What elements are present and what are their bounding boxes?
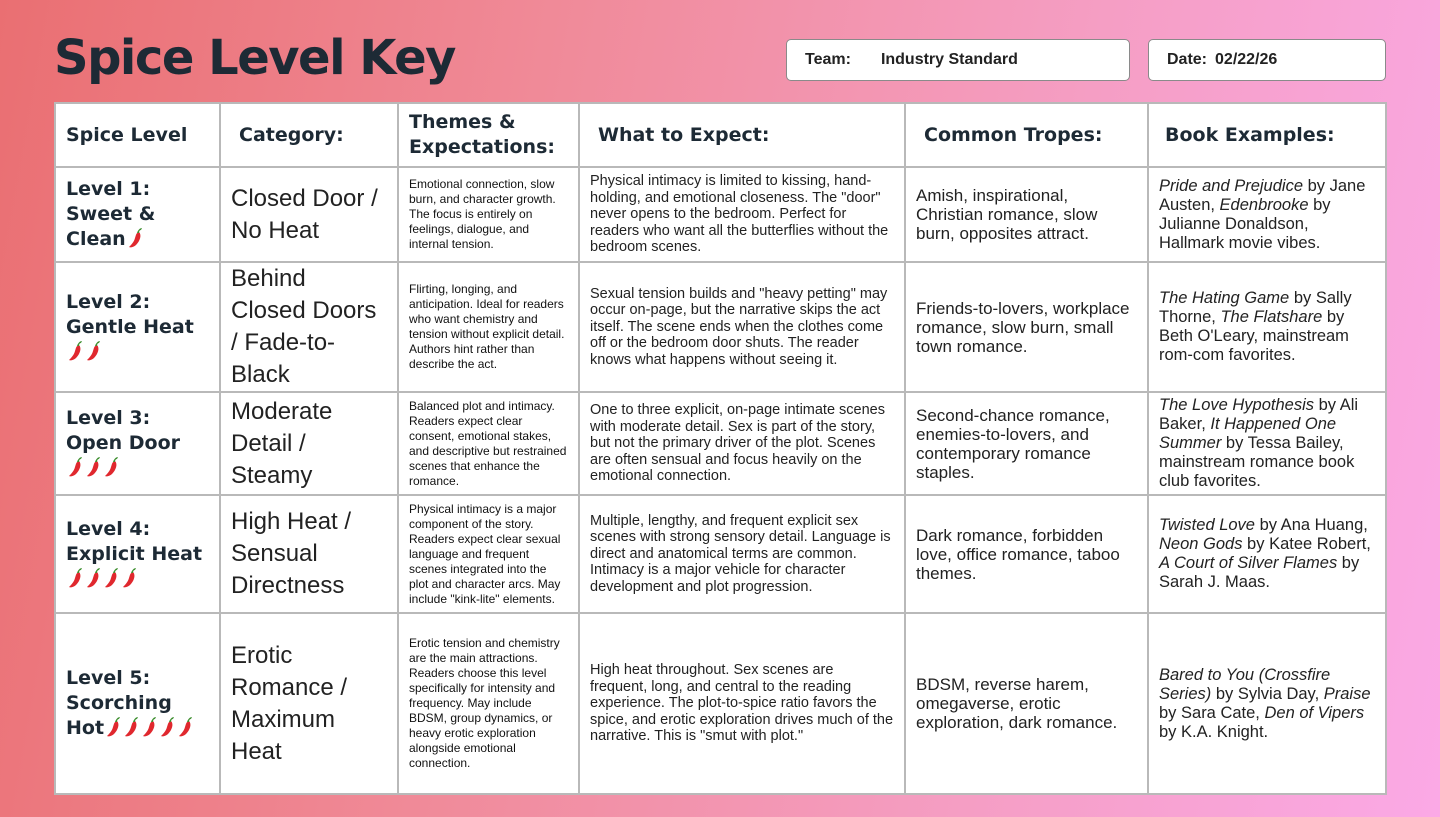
book-title: Edenbrooke: [1219, 195, 1309, 214]
table-row: [55, 392, 1386, 495]
chili-pepper-icon: [68, 567, 83, 589]
pepper-rating: [68, 567, 140, 592]
spice-level-cell: [55, 495, 220, 613]
common-tropes-cell: Friends-to-lovers, workplace romance, slow burn, small town romance.: [905, 262, 1148, 392]
chili-pepper-icon: [68, 340, 83, 362]
spice-level-cell: [55, 167, 220, 262]
book-title: The Hating Game: [1159, 289, 1290, 307]
themes-cell: Emotional connection, slow burn, and character growth. The focus is entirely on feelings, dialogue, and internal tension.: [398, 167, 579, 262]
book-title: Praise: [1323, 684, 1371, 703]
book-author-text: by Sally Thorne,: [1159, 289, 1352, 326]
category-cell: Closed Door / No Heat: [220, 167, 398, 262]
book-author-text: by Tessa Bailey, mainstream romance book club favorites.: [1159, 434, 1355, 490]
themes-cell: Flirting, longing, and anticipation. Ideal for readers who want chemistry and tension without explicit detail. Authors hint rather than describe the act.: [398, 262, 579, 392]
chili-pepper-icon: [106, 716, 121, 738]
what-to-expect-cell: High heat throughout. Sex scenes are frequent, long, and central to the reading experience. The plot-to-spice ratio favors the spice, and erotic exploration drives much of the narrative. This is "smut with plot.": [579, 613, 905, 794]
level-label: Level 2: Gentle Heat: [66, 290, 194, 338]
book-title: Den of Vipers: [1264, 703, 1365, 722]
level-label: Level 1: Sweet & Clean: [66, 178, 156, 250]
spice-level-cell: [55, 613, 220, 794]
chili-pepper-icon: [178, 716, 193, 738]
spice-level-cell: [55, 262, 220, 392]
book-title: Neon Gods: [1159, 535, 1243, 553]
book-title: Pride and Prejudice: [1159, 176, 1304, 195]
book-title: Bared to You (Crossfire Series): [1159, 665, 1331, 703]
chili-pepper-icon: [86, 456, 101, 478]
chili-pepper-icon: [86, 567, 101, 589]
level-label: Level 3: Open Door: [66, 407, 181, 454]
chili-pepper-icon: [104, 567, 119, 589]
table-row: [55, 613, 1386, 794]
table-row: [55, 167, 1386, 262]
pepper-rating: [68, 456, 122, 481]
themes-cell: Balanced plot and intimacy. Readers expect clear consent, emotional stakes, and descriptive but restrained scenes that enhance the romance.: [398, 392, 579, 495]
chili-pepper-icon: [128, 227, 143, 249]
book-author-text: by K.A. Knight.: [1159, 722, 1269, 741]
common-tropes-cell: Second-chance romance, enemies-to-lovers, and contemporary romance staples.: [905, 392, 1148, 495]
book-title: It Happened One Summer: [1159, 415, 1337, 452]
common-tropes-cell: Amish, inspirational, Christian romance, slow burn, opposites attract.: [905, 167, 1148, 262]
pepper-rating: [106, 716, 196, 741]
chili-pepper-icon: [68, 456, 83, 478]
chili-pepper-icon: [104, 456, 119, 478]
book-title: A Court of Silver Flames: [1159, 554, 1338, 572]
chili-pepper-icon: [160, 716, 175, 738]
team-value: Industry Standard: [880, 51, 1018, 68]
chili-pepper-icon: [86, 340, 101, 362]
book-title: The Flatshare: [1220, 308, 1323, 326]
table-row: [55, 495, 1386, 613]
spice-level-table: [54, 102, 1387, 795]
book-examples-cell: [1148, 613, 1386, 794]
header-common-tropes: Common Tropes:: [905, 103, 1148, 167]
book-title: The Love Hypothesis: [1159, 396, 1315, 414]
chili-pepper-icon: [122, 567, 137, 589]
header-category: Category:: [220, 103, 398, 167]
book-author-text: by Julianne Donaldson, Hallmark movie vibes.: [1159, 195, 1331, 252]
header-themes: Themes & Expectations:: [398, 103, 579, 167]
book-examples-cell: [1148, 495, 1386, 613]
book-author-text: by Katee Robert,: [1242, 535, 1371, 553]
pepper-rating: [68, 340, 104, 365]
level-label: Level 5: Scorching Hot: [66, 667, 172, 739]
what-to-expect-cell: Multiple, lengthy, and frequent explicit sex scenes with strong sensory detail. Language is direct and anatomical terms are common. Intimacy is a major vehicle for character development and plot progression.: [579, 495, 905, 613]
header-spice-level: Spice Level: [55, 103, 220, 167]
book-author-text: by Sara Cate,: [1159, 703, 1265, 722]
header-row: [55, 103, 1386, 167]
book-examples-cell: [1148, 262, 1386, 392]
book-author-text: by Ana Huang,: [1255, 516, 1368, 534]
header-book-examples: Book Examples:: [1148, 103, 1386, 167]
pepper-rating: [128, 227, 146, 252]
spice-level-cell: [55, 392, 220, 495]
chili-pepper-icon: [142, 716, 157, 738]
date-label: Date:: [1167, 51, 1208, 68]
book-author-text: by Beth O'Leary, mainstream rom-com favorites.: [1159, 308, 1349, 364]
chili-pepper-icon: [124, 716, 139, 738]
date-field: [1148, 39, 1386, 81]
book-author-text: by Sarah J. Maas.: [1159, 554, 1360, 591]
what-to-expect-cell: Sexual tension builds and "heavy petting" may occur on-page, but the narrative skips the act itself. The scene ends when the clothes come off or the bedroom door shuts. The reader knows what happens without seeing it.: [579, 262, 905, 392]
book-author-text: by Ali Baker,: [1159, 396, 1359, 433]
book-author-text: by Sylvia Day,: [1211, 684, 1324, 703]
page-title: Spice Level Key: [54, 30, 455, 86]
what-to-expect-cell: One to three explicit, on-page intimate scenes with moderate detail. Sex is part of the story, but not the primary driver of the plot. Scenes are often sensual and focus heavily on the emotional connection.: [579, 392, 905, 495]
book-examples-cell: [1148, 392, 1386, 495]
table-row: [55, 262, 1386, 392]
book-title: Twisted Love: [1159, 516, 1255, 534]
date-value: 02/22/26: [1215, 51, 1278, 68]
category-cell: Erotic Romance / Maximum Heat: [220, 613, 398, 794]
level-label: Level 4: Explicit Heat: [66, 517, 203, 565]
themes-cell: Erotic tension and chemistry are the main attractions. Readers choose this level specifically for intensity and frequency. May include BDSM, group dynamics, or heavy erotic exploration alongside emotional connection.: [398, 613, 579, 794]
category-cell: High Heat / Sensual Directness: [220, 495, 398, 613]
category-cell: Behind Closed Doors / Fade-to-Black: [220, 262, 398, 392]
team-label: Team:: [805, 51, 851, 68]
category-cell: Moderate Detail / Steamy: [220, 392, 398, 495]
common-tropes-cell: Dark romance, forbidden love, office romance, taboo themes.: [905, 495, 1148, 613]
common-tropes-cell: BDSM, reverse harem, omegaverse, erotic exploration, dark romance.: [905, 613, 1148, 794]
team-field: [786, 39, 1130, 81]
what-to-expect-cell: Physical intimacy is limited to kissing, hand-holding, and emotional closeness. The "door" never opens to the bedroom. Perfect for readers who want all the butterflies without the bedroom scenes.: [579, 167, 905, 262]
themes-cell: Physical intimacy is a major component of the story. Readers expect clear sexual language and frequent scenes integrated into the plot and character arcs. May include "kink-lite" elements.: [398, 495, 579, 613]
book-examples-cell: [1148, 167, 1386, 262]
header-what-to-expect: What to Expect:: [579, 103, 905, 167]
book-author-text: by Jane Austen,: [1159, 176, 1366, 214]
